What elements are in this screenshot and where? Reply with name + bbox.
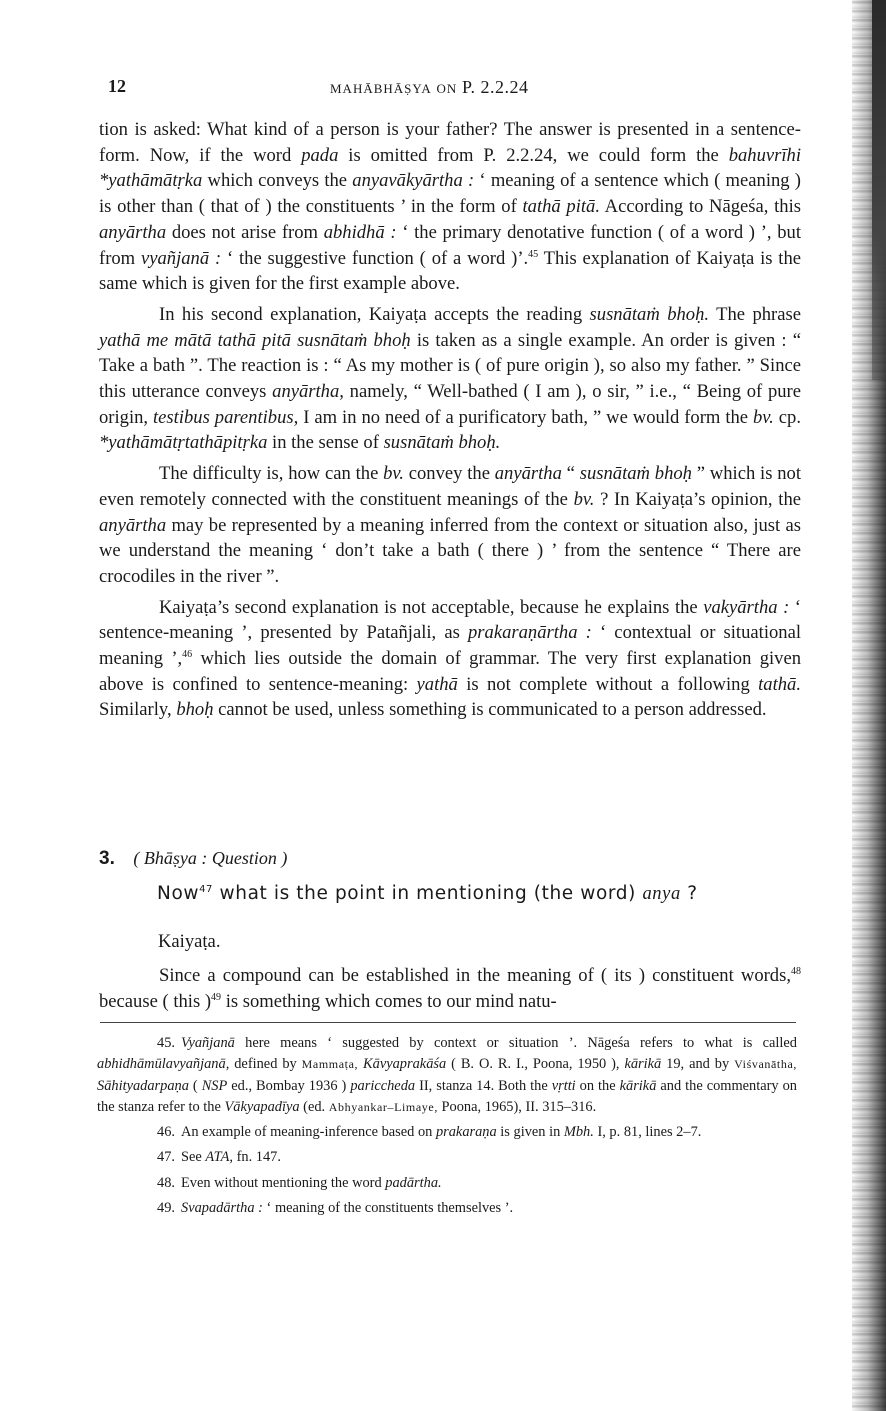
text-run: tion is asked: What kind of a person is your father? The answer is presented in a sentence-form. Now, if the word xyxy=(99,119,801,166)
italic-term: anyavākyārtha : xyxy=(352,170,475,192)
footnote-47 xyxy=(97,1147,797,1168)
footnote-number: 48. xyxy=(157,1174,175,1191)
italic-term: Vyañjanā xyxy=(181,1035,235,1051)
italic-term: susnātaṁ bhoḥ xyxy=(579,463,692,485)
footnote-46 xyxy=(97,1122,797,1143)
footnote-ref: 48 xyxy=(791,965,801,977)
paragraph-5 xyxy=(99,963,801,1015)
paragraph-1 xyxy=(99,117,801,297)
text-run: According to Nāgeśa, this xyxy=(600,196,801,218)
section-heading xyxy=(99,848,801,870)
italic-term: *yathāmātṛtathāpitṛka xyxy=(99,432,268,454)
running-title-ref: P. 2.2.24 xyxy=(462,77,529,97)
text-run: ‘ the suggestive function ( of a word )’. xyxy=(221,247,529,269)
footnote-number: 47. xyxy=(157,1149,175,1166)
commentator-label: Kaiyaṭa. xyxy=(158,931,221,952)
text-run: in the sense of xyxy=(267,432,384,454)
text-run: fn. 147. xyxy=(232,1149,281,1166)
footnote-number: 46. xyxy=(157,1124,175,1141)
italic-term: yathā xyxy=(416,673,458,695)
text-run: is not complete without a following xyxy=(457,673,759,695)
footnotes xyxy=(97,1033,797,1223)
text-run: This explanation of Kaiyaṭa is the same which is given for the first example above. xyxy=(99,247,802,295)
italic-term: anyārtha xyxy=(99,514,167,536)
italic-term: ATA, xyxy=(205,1149,233,1166)
italic-term: bhoḥ xyxy=(176,699,214,721)
running-title-main: MAHĀBHĀṢYA xyxy=(330,81,432,96)
italic-term: pada xyxy=(301,144,339,166)
text-run: is something which comes to our mind natu- xyxy=(221,991,557,1012)
author-name: Mammaṭa, xyxy=(301,1057,359,1072)
text-run: Similarly, xyxy=(99,699,177,721)
footnote-number: 49. xyxy=(157,1200,175,1217)
italic-term: bv. xyxy=(753,406,774,428)
text-run: is taken as a single example. An order is given : “ Take a bath ”. The reaction is : “ As my mother is ( of pure origin ), so also my father. ” Since this utterance conveys xyxy=(99,329,801,403)
text-run: Now xyxy=(157,883,200,904)
italic-term: susnātaṁ bhoḥ. xyxy=(383,432,501,454)
footnote-ref: 45 xyxy=(528,248,539,260)
text-run: does not arise from xyxy=(166,221,324,243)
italic-term: tathā. xyxy=(758,673,801,695)
text-run: what is the point in mentioning (the word) xyxy=(213,883,643,904)
closing-paragraph xyxy=(99,963,801,1015)
text-run: cannot be used, unless something is communicated to a person addressed. xyxy=(213,699,767,721)
italic-term: anya xyxy=(642,884,681,904)
italic-term: prakaraṇārtha : xyxy=(467,622,592,644)
text-run: ‘ sentence-meaning ’, presented by Patañjali, as xyxy=(99,596,801,644)
text-run: ( xyxy=(188,1077,202,1094)
italic-term: susnātaṁ bhoḥ. xyxy=(589,303,710,325)
italic-term: Sāhityadarpaṇa xyxy=(97,1077,189,1094)
italic-term: kārikā xyxy=(619,1077,657,1094)
text-run: is omitted from P. 2.2.24, we could form the xyxy=(338,144,729,166)
text-run: ‘ meaning of the constituents themselves ’. xyxy=(262,1200,514,1217)
text-run: In his second explanation, Kaiyaṭa accepts the reading xyxy=(159,303,590,325)
text-run: I, p. 81, lines 2–7. xyxy=(593,1124,702,1141)
text-run: which conveys the xyxy=(202,170,353,192)
text-run: cp. xyxy=(773,406,801,428)
footnote-45 xyxy=(97,1033,797,1118)
text-run: convey the xyxy=(403,463,495,485)
text-run: See xyxy=(181,1149,206,1166)
text-run: on the xyxy=(575,1077,620,1094)
footnote-ref: 46 xyxy=(182,648,193,660)
text-run: which lies outside the domain of grammar. The very first explanation given above is confined to sentence-meaning: xyxy=(99,648,802,695)
italic-term: NSP xyxy=(201,1077,228,1094)
italic-term: Mbh. xyxy=(563,1124,594,1141)
footnote-ref: 47 xyxy=(199,883,214,895)
text-run: ‘ contextual or situational meaning ’, xyxy=(99,622,801,670)
bhasya-question xyxy=(157,883,797,905)
text-run: The difficulty is, how can the xyxy=(159,463,384,485)
italic-term: Vākyapadīya xyxy=(224,1098,300,1115)
text-run: An example of meaning-inference based on xyxy=(181,1124,436,1141)
italic-term: bahuvrīhi *yathāmātṛka xyxy=(99,144,802,192)
text-run: here means ‘ suggested by context or situation ’. Nāgeśa refers to what is called xyxy=(234,1035,797,1051)
paragraph-4 xyxy=(99,595,801,724)
italic-term: anyārtha, xyxy=(272,381,344,403)
italic-term: testibus parentibus, xyxy=(153,406,299,428)
text-run: namely, “ Well-bathed ( I am ), o sir, ” i.e., “ Being of pure origin, xyxy=(99,381,801,428)
text-run: ed., Bombay 1936 ) xyxy=(227,1077,351,1094)
text-run: and the commentary on the stanza refer to the xyxy=(97,1077,798,1115)
text-run: ‘ the primary denotative function ( of a word ) ’, but from xyxy=(99,221,801,269)
text-run: ‘ meaning of a sentence which ( meaning ) is other than ( that of ) the constituents ’ in the form of xyxy=(99,170,801,218)
text-run: The phrase xyxy=(709,303,801,325)
italic-term: bv. xyxy=(383,463,404,485)
text-run: Poona, 1965), II. 315–316. xyxy=(437,1098,597,1115)
italic-term: kārikā xyxy=(624,1056,662,1073)
italic-term: pariccheda xyxy=(350,1077,416,1094)
author-name: Viśvanātha, xyxy=(734,1057,797,1072)
footnote-ref: 49 xyxy=(211,991,222,1003)
italic-term: yathā me mātā tathā pitā susnātaṁ bhoḥ xyxy=(99,329,411,351)
footnote-49 xyxy=(97,1198,797,1219)
section-number: 3. xyxy=(99,848,115,869)
running-title xyxy=(330,77,529,98)
page-gutter-dark xyxy=(872,0,886,380)
text-run: Even without mentioning the word xyxy=(181,1174,386,1191)
text-run: II, stanza 14. Both the xyxy=(415,1077,552,1094)
italic-term: vṛtti xyxy=(551,1077,576,1094)
italic-term: vakyārtha : xyxy=(703,596,790,618)
text-run: 19, and by xyxy=(661,1056,735,1073)
section-label: ( Bhāṣya : Question ) xyxy=(133,848,288,868)
text-run: defined by xyxy=(229,1056,302,1073)
italic-term: Kāvyaprakāśa xyxy=(363,1056,447,1073)
italic-term: abhidhāmūlavyañjanā, xyxy=(97,1056,230,1073)
italic-term: tathā pitā. xyxy=(522,196,600,218)
footnote-number: 45. xyxy=(157,1035,175,1051)
italic-term: anyārtha xyxy=(494,463,562,485)
text-run: ” which is not even remotely connected with the constituent meanings of the xyxy=(99,463,801,510)
text-run: ? xyxy=(680,883,698,904)
italic-term: Svapadārtha : xyxy=(181,1200,263,1217)
paragraph-3 xyxy=(99,461,801,590)
text-run: ( B. O. R. I., Poona, 1950 ), xyxy=(446,1056,625,1073)
footnote-divider xyxy=(100,1022,796,1023)
running-header xyxy=(100,76,800,98)
text-run: ? In Kaiyaṭa’s opinion, the xyxy=(594,488,801,510)
page-number: 12 xyxy=(108,76,126,96)
running-title-on: ON xyxy=(436,81,458,96)
italic-term: anyārtha xyxy=(99,221,167,243)
text-run: Since a compound can be established in the meaning of ( its ) constituent words, xyxy=(159,965,791,986)
text-run: (ed. xyxy=(299,1098,329,1115)
italic-term: padārtha. xyxy=(385,1174,442,1191)
italic-term: vyañjanā : xyxy=(140,247,222,269)
italic-term: prakaraṇa xyxy=(435,1124,497,1141)
text-run: because ( this ) xyxy=(99,991,212,1012)
main-text xyxy=(99,117,801,723)
italic-term: abhidhā : xyxy=(323,221,397,243)
italic-term: bv. xyxy=(573,488,595,510)
text-run: may be represented by a meaning inferred from the context or situation also, just as we understand the meaning ‘ don’t take a bath ( there ) ’ from the sentence “ There are crocodiles in the river ”. xyxy=(99,514,801,587)
paragraph-2 xyxy=(99,302,801,456)
author-name: Abhyankar–Limaye, xyxy=(328,1099,438,1114)
text-run: “ xyxy=(561,463,580,485)
text-run: I am in no need of a purificatory bath, ” we would form the xyxy=(298,406,753,428)
text-run: is given in xyxy=(496,1124,564,1141)
footnote-48 xyxy=(97,1173,797,1194)
text-run: Kaiyaṭa’s second explanation is not acceptable, because he explains the xyxy=(159,596,704,618)
